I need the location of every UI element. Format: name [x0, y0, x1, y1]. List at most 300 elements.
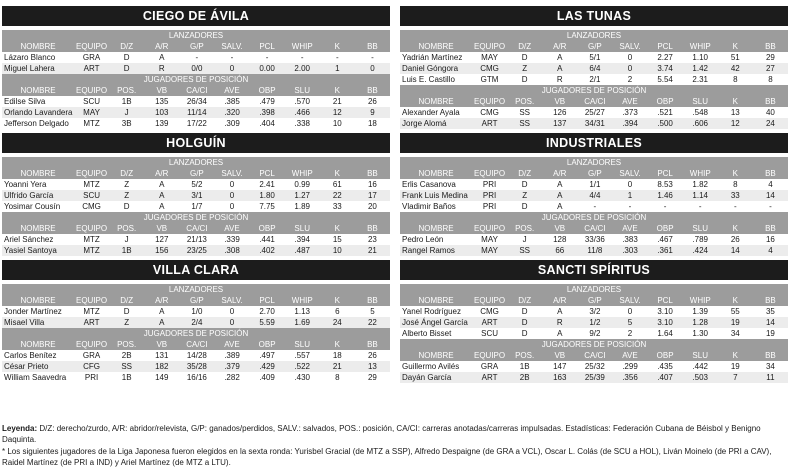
column-header-equipo: EQUIPO [473, 42, 506, 51]
batter-cell-ave: .320 [224, 108, 240, 117]
pitcher-cell-nombre: Daniel Góngora [402, 64, 459, 73]
pitcher-cell-pcl: 3.10 [657, 318, 673, 327]
pitcher-cell-a-r: A [159, 318, 165, 327]
column-header-ca-ci: CA/CI [186, 340, 208, 349]
pitcher-cell-nombre: Frank Luis Medina [402, 191, 468, 200]
pitcher-cell-g-p: 1/1 [589, 180, 601, 189]
pitcher-cell-equipo: ART [83, 64, 100, 73]
batter-cell-k: 7 [733, 373, 738, 382]
batter-cell-bb: 23 [367, 235, 377, 244]
pitcher-cell-k: 8 [733, 75, 738, 84]
pitcher-cell-a-r: A [557, 180, 563, 189]
pitcher-cell-nombre: Alberto Bisset [402, 329, 452, 338]
batter-cell-pos: 1B [121, 97, 132, 106]
batter-header-row [2, 85, 390, 96]
column-header-a-r: A/R [155, 169, 169, 178]
batter-cell-k: 19 [730, 362, 740, 371]
batter-cell-ave: .299 [622, 362, 638, 371]
batter-cell-slu: .338 [294, 119, 310, 128]
section-title-pitchers: LANZADORES [2, 157, 390, 168]
pitcher-row [400, 52, 788, 63]
batter-cell-ave: .356 [622, 373, 638, 382]
pitcher-cell-pcl: 1.64 [657, 329, 673, 338]
batter-cell-pos: 2B [121, 351, 132, 360]
pitcher-cell-bb: 8 [768, 75, 773, 84]
pitcher-cell-bb: 17 [367, 191, 377, 200]
pitcher-cell-d-z: D [521, 329, 528, 338]
column-header-d-z: D/Z [120, 169, 134, 178]
pitcher-cell-whip: 1.89 [294, 202, 310, 211]
column-header-bb: BB [367, 86, 378, 95]
section-title-pitchers: LANZADORES [400, 30, 788, 41]
batter-cell-bb: 18 [367, 119, 377, 128]
batter-cell-nombre: Rangel Ramos [402, 246, 455, 255]
batter-cell-nombre: Guillermo Avilés [402, 362, 460, 371]
batter-cell-k: 12 [730, 119, 740, 128]
pitcher-cell-nombre: Lázaro Blanco [4, 53, 56, 62]
column-header-vb: VB [554, 97, 566, 106]
team-block-ciego-de-avila [2, 6, 390, 129]
pitcher-cell-d-z: D [521, 180, 528, 189]
batter-table [2, 85, 390, 129]
pitcher-cell-g-p: 2/4 [191, 318, 203, 327]
pitcher-cell-a-r: A [159, 307, 165, 316]
batter-row [400, 372, 788, 383]
pitcher-cell-g-p: 4/4 [589, 191, 601, 200]
pitcher-cell-a-r: A [557, 202, 563, 211]
pitcher-cell-k: 1 [335, 64, 340, 73]
batter-cell-slu: .557 [294, 351, 310, 360]
batter-cell-ave: .309 [224, 119, 240, 128]
batter-cell-nombre: César Prieto [4, 362, 49, 371]
batter-cell-ca-ci: 16/16 [186, 373, 207, 382]
batter-cell-bb: 26 [367, 97, 377, 106]
column-header-bb: BB [765, 42, 776, 51]
pitcher-row [400, 306, 788, 317]
pitcher-cell-a-r: A [159, 53, 165, 62]
batter-cell-ca-ci: 34/31 [584, 119, 605, 128]
section-title-batters: JUGADORES DE POSICIÓN [400, 212, 788, 223]
column-header-k: K [334, 86, 340, 95]
column-header-salv: SALV. [221, 296, 243, 305]
pitcher-cell-d-z: D [521, 53, 528, 62]
column-header-whip: WHIP [291, 42, 313, 51]
batter-cell-pos: 2B [519, 373, 530, 382]
pitcher-cell-whip: 1.14 [692, 191, 708, 200]
column-header-bb: BB [765, 296, 776, 305]
pitcher-cell-equipo: MAY [481, 53, 498, 62]
pitcher-cell-g-p: 3/1 [191, 191, 203, 200]
column-header-equipo: EQUIPO [75, 86, 108, 95]
pitcher-cell-d-z: D [521, 202, 528, 211]
pitcher-cell-g-p: 3/2 [589, 307, 601, 316]
pitcher-cell-nombre: Ulfrido García [4, 191, 54, 200]
pitcher-cell-k: 6 [335, 307, 340, 316]
batter-cell-obp: .441 [259, 235, 275, 244]
batter-cell-bb: 13 [367, 362, 377, 371]
batter-row [2, 118, 390, 129]
batter-cell-obp: .479 [259, 97, 275, 106]
batter-cell-obp: .404 [259, 119, 275, 128]
pitcher-cell-d-z: D [123, 307, 130, 316]
column-header-nombre: NOMBRE [20, 340, 56, 349]
batter-cell-ave: .394 [622, 119, 638, 128]
batter-cell-pos: J [124, 108, 129, 117]
column-header-salv: SALV. [221, 169, 243, 178]
team-title: SANCTI SPÍRITUS [400, 260, 788, 280]
column-header-nombre: NOMBRE [20, 86, 56, 95]
team-title: VILLA CLARA [2, 260, 390, 280]
pitcher-cell-salv: 0 [229, 307, 235, 316]
batter-cell-ave: .373 [622, 108, 638, 117]
pitcher-cell-equipo: ART [481, 318, 498, 327]
batter-row [400, 245, 788, 256]
batter-cell-slu: .789 [692, 235, 708, 244]
team-block-villa-clara [2, 260, 390, 383]
column-header-d-z: D/Z [120, 296, 134, 305]
batter-cell-vb: 147 [553, 362, 567, 371]
batter-table [2, 223, 390, 256]
column-header-ave: AVE [224, 86, 240, 95]
column-header-pcl: PCL [259, 169, 275, 178]
batter-table [400, 96, 788, 129]
pitcher-cell-bb: 16 [367, 180, 377, 189]
batter-cell-k: 8 [335, 373, 340, 382]
batter-cell-equipo: MTZ [83, 246, 100, 255]
batter-cell-slu: .606 [692, 119, 708, 128]
legend [2, 424, 796, 470]
batter-cell-obp: .500 [657, 119, 673, 128]
pitcher-cell-salv: 0 [627, 64, 633, 73]
pitcher-cell-bb: 19 [765, 329, 775, 338]
batter-row [400, 234, 788, 245]
column-header-k: K [334, 340, 340, 349]
batter-cell-obp: .467 [657, 235, 673, 244]
pitcher-cell-equipo: GRA [82, 53, 101, 62]
batter-cell-nombre: Carlos Benítez [4, 351, 57, 360]
pitcher-cell-equipo: CMG [82, 202, 101, 211]
column-header-ave: AVE [622, 97, 638, 106]
pitcher-cell-a-r: A [159, 191, 165, 200]
pitcher-cell-g-p: - [593, 202, 597, 211]
pitcher-cell-k: 8 [733, 180, 738, 189]
pitcher-cell-equipo: PRI [482, 191, 497, 200]
pitcher-cell-k: 33 [332, 202, 342, 211]
column-header-nombre: NOMBRE [418, 224, 454, 233]
pitcher-cell-pcl: 3.74 [657, 64, 673, 73]
batter-cell-slu: .570 [294, 97, 310, 106]
batter-cell-equipo: PRI [84, 373, 99, 382]
team-block-las-tunas [400, 6, 788, 129]
pitcher-cell-salv: 2 [627, 329, 633, 338]
batter-cell-slu: .442 [692, 362, 708, 371]
pitcher-cell-whip: 0.99 [294, 180, 310, 189]
batter-cell-ca-ci: 25/39 [584, 373, 605, 382]
column-header-k: K [334, 296, 340, 305]
pitcher-cell-salv: 2 [627, 75, 633, 84]
pitcher-cell-equipo: MTZ [83, 180, 100, 189]
batter-cell-ave: .308 [224, 246, 240, 255]
column-header-vb: VB [156, 340, 168, 349]
pitcher-cell-d-z: D [521, 75, 528, 84]
pitcher-cell-bb: 22 [367, 318, 377, 327]
pitcher-cell-g-p: 1/2 [589, 318, 601, 327]
pitcher-table [2, 41, 390, 74]
batter-cell-nombre: Pedro León [402, 235, 444, 244]
column-header-whip: WHIP [689, 169, 711, 178]
column-header-salv: SALV. [619, 296, 641, 305]
team-block-holguin [2, 133, 390, 256]
pitcher-cell-bb: 14 [765, 318, 775, 327]
column-header-k: K [334, 224, 340, 233]
pitcher-cell-bb: - [371, 53, 374, 62]
batter-cell-slu: .424 [692, 246, 708, 255]
batter-cell-k: 14 [730, 246, 740, 255]
batter-cell-ca-ci: 23/25 [186, 246, 207, 255]
pitcher-cell-bb: 0 [370, 64, 375, 73]
batter-cell-ave: .389 [224, 351, 240, 360]
batter-cell-bb: 34 [765, 362, 775, 371]
batter-row [2, 350, 390, 361]
pitcher-cell-salv: 0 [229, 202, 235, 211]
pitcher-cell-a-r: A [557, 64, 563, 73]
column-header-bb: BB [367, 224, 378, 233]
column-header-a-r: A/R [155, 42, 169, 51]
pitcher-cell-salv: 0 [627, 53, 633, 62]
pitcher-cell-nombre: Erlis Casanova [402, 180, 456, 189]
batter-cell-vb: 103 [155, 108, 169, 117]
batter-cell-nombre: William Saavedra [4, 373, 67, 382]
legend-label: Leyenda: [2, 424, 38, 433]
batter-cell-equipo: CFG [83, 362, 100, 371]
column-header-obp: OBP [258, 340, 276, 349]
pitcher-cell-d-z: D [123, 53, 130, 62]
column-header-bb: BB [367, 340, 378, 349]
column-header-bb: BB [367, 169, 378, 178]
column-header-equipo: EQUIPO [75, 340, 108, 349]
batter-cell-pos: SS [121, 362, 132, 371]
pitcher-row [400, 74, 788, 85]
column-header-pcl: PCL [259, 296, 275, 305]
team-title: LAS TUNAS [400, 6, 788, 26]
column-header-obp: OBP [656, 351, 674, 360]
pitcher-table [400, 41, 788, 85]
pitcher-header-row [2, 168, 390, 179]
column-header-slu: SLU [294, 340, 310, 349]
column-header-nombre: NOMBRE [20, 296, 56, 305]
pitcher-row [2, 63, 390, 74]
batter-cell-bb: 40 [765, 108, 775, 117]
pitcher-cell-equipo: SCU [481, 329, 498, 338]
batter-cell-obp: .398 [259, 108, 275, 117]
legend-note: * Los siguientes jugadores de la Liga Japonesa fueron elegidos en la sexta ronda: Yurisbel Gracial (de MTZ a SSP), Alfredo Despaigne (de GRA a VCL), Oscar L. Colás (de SCU a HOL), Liván Moinelo (de PRI a CAV), Raidel Martínez (de PRI a IND) y Ariel Martínez (de MTZ a LTU). [2, 447, 772, 467]
pitcher-row [400, 328, 788, 339]
batter-cell-ca-ci: 35/28 [186, 362, 207, 371]
pitcher-cell-pcl: 3.10 [657, 307, 673, 316]
column-header-slu: SLU [294, 86, 310, 95]
pitcher-cell-salv: 0 [229, 64, 235, 73]
pitcher-cell-g-p: 1/7 [191, 202, 203, 211]
pitcher-row [400, 179, 788, 190]
batter-row [400, 107, 788, 118]
column-header-obp: OBP [656, 97, 674, 106]
pitcher-cell-bb: 35 [765, 307, 775, 316]
batter-cell-vb: 128 [553, 235, 567, 244]
pitcher-cell-k: 51 [730, 53, 740, 62]
batter-cell-vb: 163 [553, 373, 567, 382]
section-title-batters: JUGADORES DE POSICIÓN [2, 212, 390, 223]
pitcher-cell-whip: 1.27 [294, 191, 310, 200]
column-header-k: K [732, 351, 738, 360]
column-header-bb: BB [367, 296, 378, 305]
column-header-salv: SALV. [221, 42, 243, 51]
pitcher-cell-nombre: Yosimar Cousín [4, 202, 61, 211]
pitcher-header-row [400, 168, 788, 179]
pitcher-cell-g-p: - [195, 53, 199, 62]
column-header-pos: POS. [515, 97, 535, 106]
batter-cell-obp: .521 [657, 108, 673, 117]
team-block-sancti-spiritus [400, 260, 788, 383]
column-header-g-p: G/P [587, 169, 602, 178]
column-header-g-p: G/P [189, 42, 204, 51]
pitcher-cell-nombre: Yoanni Yera [4, 180, 47, 189]
pitcher-cell-salv: 0 [627, 307, 633, 316]
batter-cell-bb: 21 [367, 246, 377, 255]
column-header-g-p: G/P [587, 42, 602, 51]
batter-cell-ca-ci: 14/28 [186, 351, 207, 360]
batter-cell-vb: 66 [555, 246, 565, 255]
batter-cell-nombre: Jefferson Delgado [4, 119, 69, 128]
pitcher-cell-bb: 20 [367, 202, 377, 211]
pitcher-cell-equipo: GTM [480, 75, 499, 84]
pitcher-cell-equipo: MTZ [83, 307, 100, 316]
batter-cell-ave: .282 [224, 373, 240, 382]
batter-row [2, 107, 390, 118]
batter-header-row [2, 339, 390, 350]
pitcher-cell-g-p: 1/0 [191, 307, 203, 316]
pitcher-cell-k: 55 [730, 307, 740, 316]
column-header-ave: AVE [622, 351, 638, 360]
batter-cell-slu: .394 [294, 235, 310, 244]
column-header-equipo: EQUIPO [473, 169, 506, 178]
pitcher-cell-a-r: A [557, 329, 563, 338]
batter-cell-obp: .361 [657, 246, 673, 255]
pitcher-cell-whip: 2.31 [692, 75, 708, 84]
section-title-batters: JUGADORES DE POSICIÓN [2, 74, 390, 85]
column-header-whip: WHIP [291, 296, 313, 305]
batter-cell-ave: .303 [622, 246, 638, 255]
batter-cell-ave: .379 [224, 362, 240, 371]
column-header-nombre: NOMBRE [418, 351, 454, 360]
batter-cell-vb: 139 [155, 119, 169, 128]
column-header-slu: SLU [294, 224, 310, 233]
batter-cell-nombre: Ariel Sánchez [4, 235, 54, 244]
batter-cell-obp: .435 [657, 362, 673, 371]
pitcher-cell-whip: 1.82 [692, 180, 708, 189]
batter-cell-pos: 1B [121, 246, 132, 255]
batter-cell-equipo: MAY [481, 235, 498, 244]
pitcher-cell-bb: 27 [765, 64, 775, 73]
batter-cell-equipo: CMG [480, 108, 499, 117]
batter-cell-pos: 3B [121, 119, 132, 128]
pitcher-cell-bb: 14 [765, 191, 775, 200]
pitcher-cell-bb: 5 [370, 307, 375, 316]
pitcher-cell-whip: 1.69 [294, 318, 310, 327]
pitcher-cell-a-r: R [556, 318, 563, 327]
pitcher-cell-salv: - [230, 53, 234, 62]
batter-cell-nombre: Yasiel Santoya [4, 246, 57, 255]
batter-cell-nombre: Orlando Lavandera [4, 108, 73, 117]
pitcher-table [400, 168, 788, 212]
batter-cell-bb: 24 [765, 119, 775, 128]
batter-cell-pos: SS [519, 246, 530, 255]
batter-row [2, 372, 390, 383]
pitcher-cell-salv: 0 [229, 180, 235, 189]
pitcher-cell-pcl: 5.59 [259, 318, 275, 327]
column-header-pos: POS. [515, 351, 535, 360]
column-header-a-r: A/R [553, 169, 567, 178]
batter-cell-bb: 16 [765, 235, 775, 244]
pitcher-cell-k: 42 [730, 64, 740, 73]
column-header-pcl: PCL [259, 42, 275, 51]
column-header-vb: VB [156, 86, 168, 95]
column-header-bb: BB [765, 224, 776, 233]
batter-cell-nombre: Dayán García [402, 373, 452, 382]
legend-line [2, 424, 796, 445]
batter-row [2, 234, 390, 245]
column-header-vb: VB [156, 224, 168, 233]
column-header-nombre: NOMBRE [20, 169, 56, 178]
pitcher-cell-whip: 2.00 [294, 64, 310, 73]
pitcher-row [2, 190, 390, 201]
pitcher-cell-nombre: Misael Villa [4, 318, 45, 327]
pitcher-cell-g-p: 6/4 [589, 64, 601, 73]
column-header-whip: WHIP [689, 42, 711, 51]
pitcher-row [400, 63, 788, 74]
pitcher-cell-pcl: - [663, 202, 667, 211]
pitcher-header-row [2, 295, 390, 306]
pitcher-cell-whip: 1.39 [692, 307, 708, 316]
team-title: CIEGO DE ÁVILA [2, 6, 390, 26]
column-header-equipo: EQUIPO [75, 296, 108, 305]
batter-cell-equipo: GRA [82, 351, 101, 360]
column-header-d-z: D/Z [120, 42, 134, 51]
column-header-ca-ci: CA/CI [186, 86, 208, 95]
pitcher-cell-pcl: 5.54 [657, 75, 673, 84]
batter-table [400, 223, 788, 256]
column-header-pcl: PCL [657, 42, 673, 51]
pitcher-cell-bb: - [769, 202, 772, 211]
batter-cell-vb: 126 [553, 108, 567, 117]
batter-cell-vb: 137 [553, 119, 567, 128]
batter-cell-equipo: ART [481, 373, 498, 382]
pitcher-row [2, 317, 390, 328]
column-header-ca-ci: CA/CI [584, 351, 606, 360]
batter-cell-vb: 182 [155, 362, 169, 371]
pitcher-cell-pcl: 7.75 [259, 202, 275, 211]
team-block-industriales [400, 133, 788, 256]
pitcher-cell-pcl: - [265, 53, 269, 62]
batter-cell-nombre: Jorge Alomá [402, 119, 447, 128]
column-header-nombre: NOMBRE [418, 169, 454, 178]
batter-cell-slu: .466 [294, 108, 310, 117]
pitcher-cell-whip: 1.28 [692, 318, 708, 327]
column-header-salv: SALV. [619, 42, 641, 51]
batter-cell-vb: 135 [155, 97, 169, 106]
pitcher-cell-salv: 1 [627, 191, 633, 200]
pitcher-cell-nombre: Jonder Martínez [4, 307, 62, 316]
pitcher-table [2, 168, 390, 212]
